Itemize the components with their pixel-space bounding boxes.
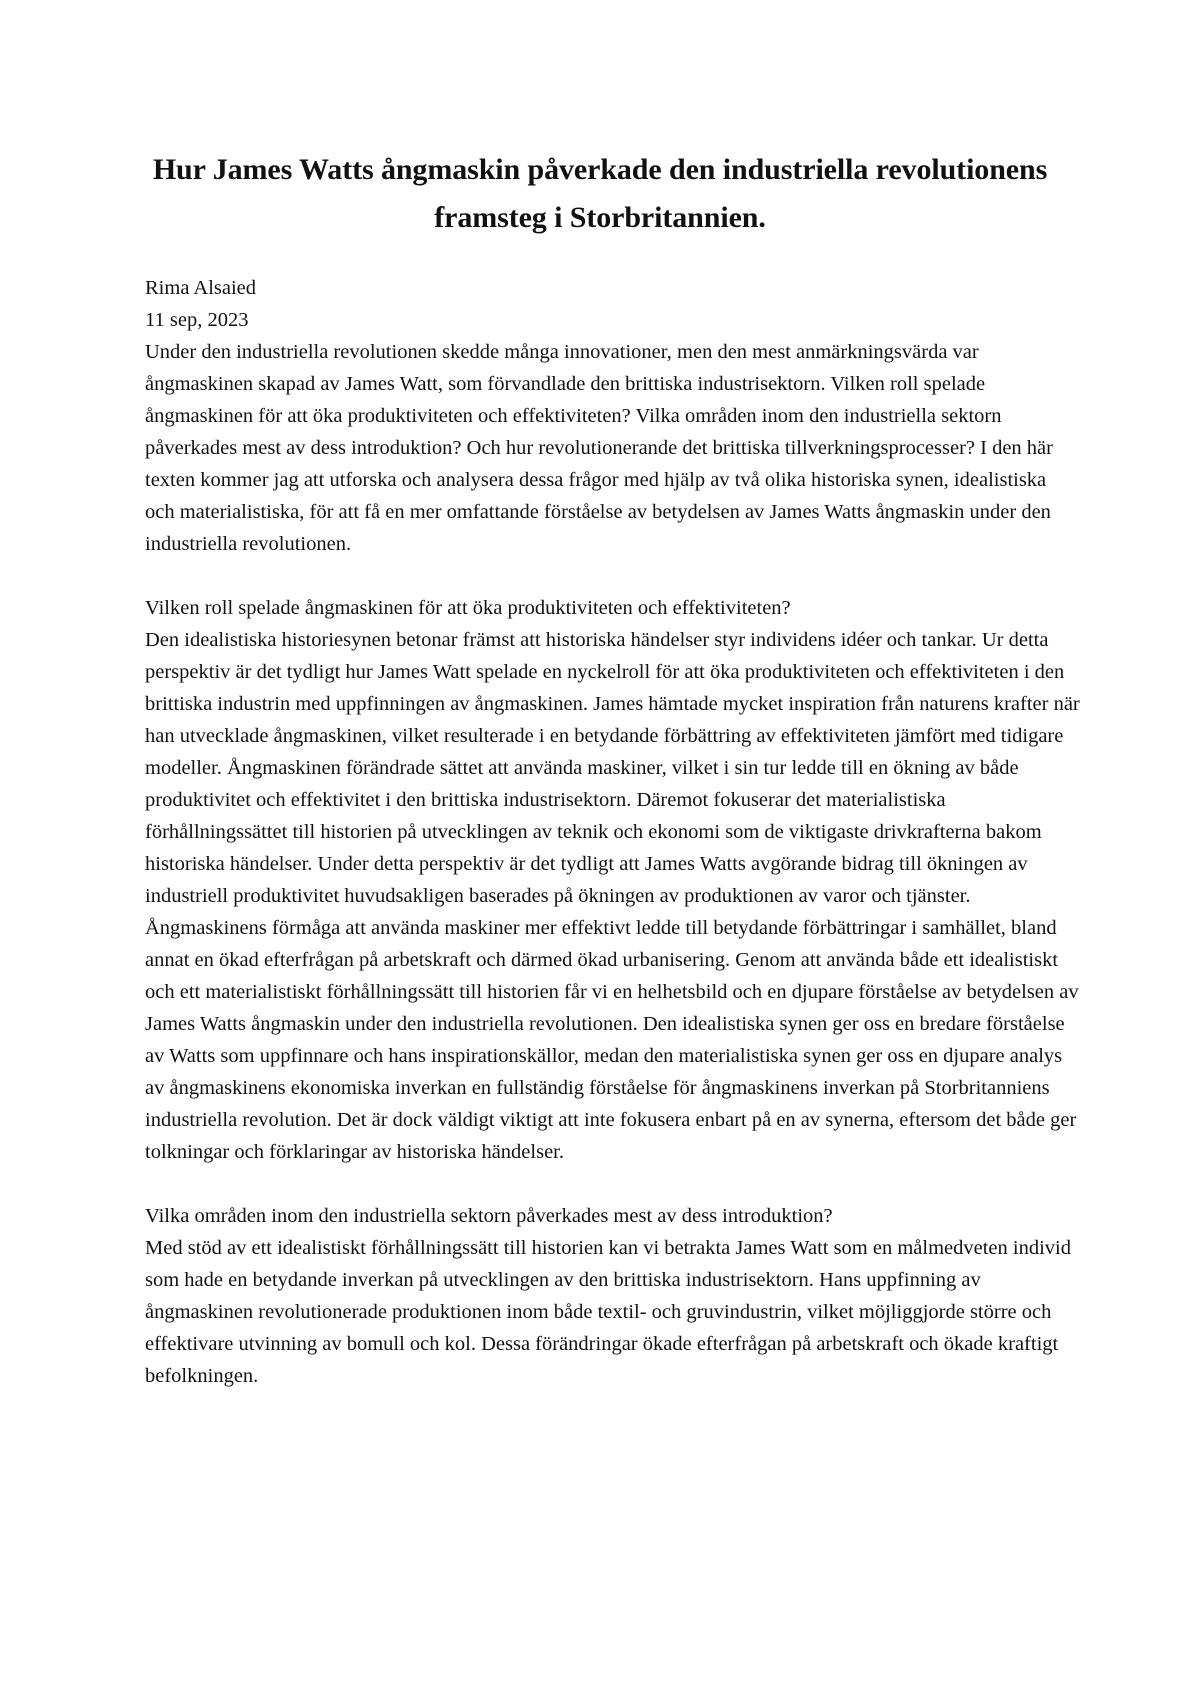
section-2-paragraph: Med stöd av ett idealistiskt förhållningssätt till historien kan vi betrakta James Watt som en målmedveten individ som hade en betydande inverkan på utvecklingen av den brittiska industrisektorn. Hans uppfinning av ångmaskinen revolutionerade produktionen inom både textil- och gruvindustrin, vilket möjliggjorde större och effektivare utvinning av bomull och kol. Dessa förändringar ökade efterfrågan på arbetskraft och ökade kraftigt befolkningen. xyxy=(145,1237,1071,1387)
document-body xyxy=(145,272,1080,1392)
author-name: Rima Alsaied xyxy=(145,277,257,299)
intro-paragraph: Under den industriella revolutionen skedde många innovationer, men den mest anmärkningsvärda var ångmaskinen skapad av James Watt, som förvandlade den brittiska industrisektorn. Vilken roll spelade ångmaskinen för att öka produktiviteten och effektiviteten? Vilka områden inom den industriella sektorn påverkades mest av dess introduktion? Och hur revolutionerande det brittiska tillverkningsprocesser? I den här texten kommer jag att utforska och analysera dessa frågor med hjälp av två olika historiska synen, idealistiska och materialistiska, för att få en mer omfattande förståelse av betydelsen av James Watts ångmaskin under den industriella revolutionen. xyxy=(145,341,1053,555)
document-title: Hur James Watts ångmaskin påverkade den industriella revolutionens framsteg i Storbritannien. xyxy=(152,153,1048,234)
document-date: 11 sep, 2023 xyxy=(145,309,249,331)
section-1-paragraph: Den idealistiska historiesynen betonar främst att historiska händelser styr individens idéer och tankar. Ur detta perspektiv är det tydligt hur James Watt spelade en nyckelroll för att öka produktiviteten och effektiviteten i den brittiska industrin med uppfinningen av ångmaskinen. James hämtade mycket inspiration från naturens krafter när han utvecklade ångmaskinen, vilket resulterade i en betydande förbättring av effektiviteten jämfört med tidigare modeller. Ångmaskinen förändrade sättet att använda maskiner, vilket i sin tur ledde till en ökning av både produktivitet och effektivitet i den brittiska industrisektorn. Däremot fokuserar det materialistiska förhållningssättet till historien på utvecklingen av teknik och ekonomi som de viktigaste drivkrafterna bakom historiska händelser. Under detta perspektiv är det tydligt att James Watts avgörande bidrag till ökningen av industriell produktivitet huvudsakligen baserades på ökningen av produktionen av varor och tjänster. Ångmaskinens förmåga att använda maskiner mer effektivt ledde till betydande förbättringar i samhället, bland annat en ökad efterfrågan på arbetskraft och därmed ökad urbanisering. Genom att använda både ett idealistiskt och ett materialistiskt förhållningssätt till historien får vi en helhetsbild och en djupare förståelse av betydelsen av James Watts ångmaskin under den industriella revolutionen. Den idealistiska synen ger oss en bredare förståelse av Watts som uppfinnare och hans inspirationskällor, medan den materialistiska synen ger oss en djupare analys av ångmaskinens ekonomiska inverkan en fullständig förståelse för ångmaskinens inverkan på Storbritanniens industriella revolution. Det är dock väldigt viktigt att inte fokusera enbart på en av synerna, eftersom det både ger tolkningar och förklaringar av historiska händelser. xyxy=(145,629,1080,1163)
paragraph-spacer xyxy=(145,1168,1080,1200)
section-2-heading: Vilka områden inom den industriella sektorn påverkades mest av dess introduktion? xyxy=(145,1205,833,1227)
paragraph-spacer xyxy=(145,560,1080,592)
section-1-heading: Vilken roll spelade ångmaskinen för att öka produktiviteten och effektiviteten? xyxy=(145,597,791,619)
